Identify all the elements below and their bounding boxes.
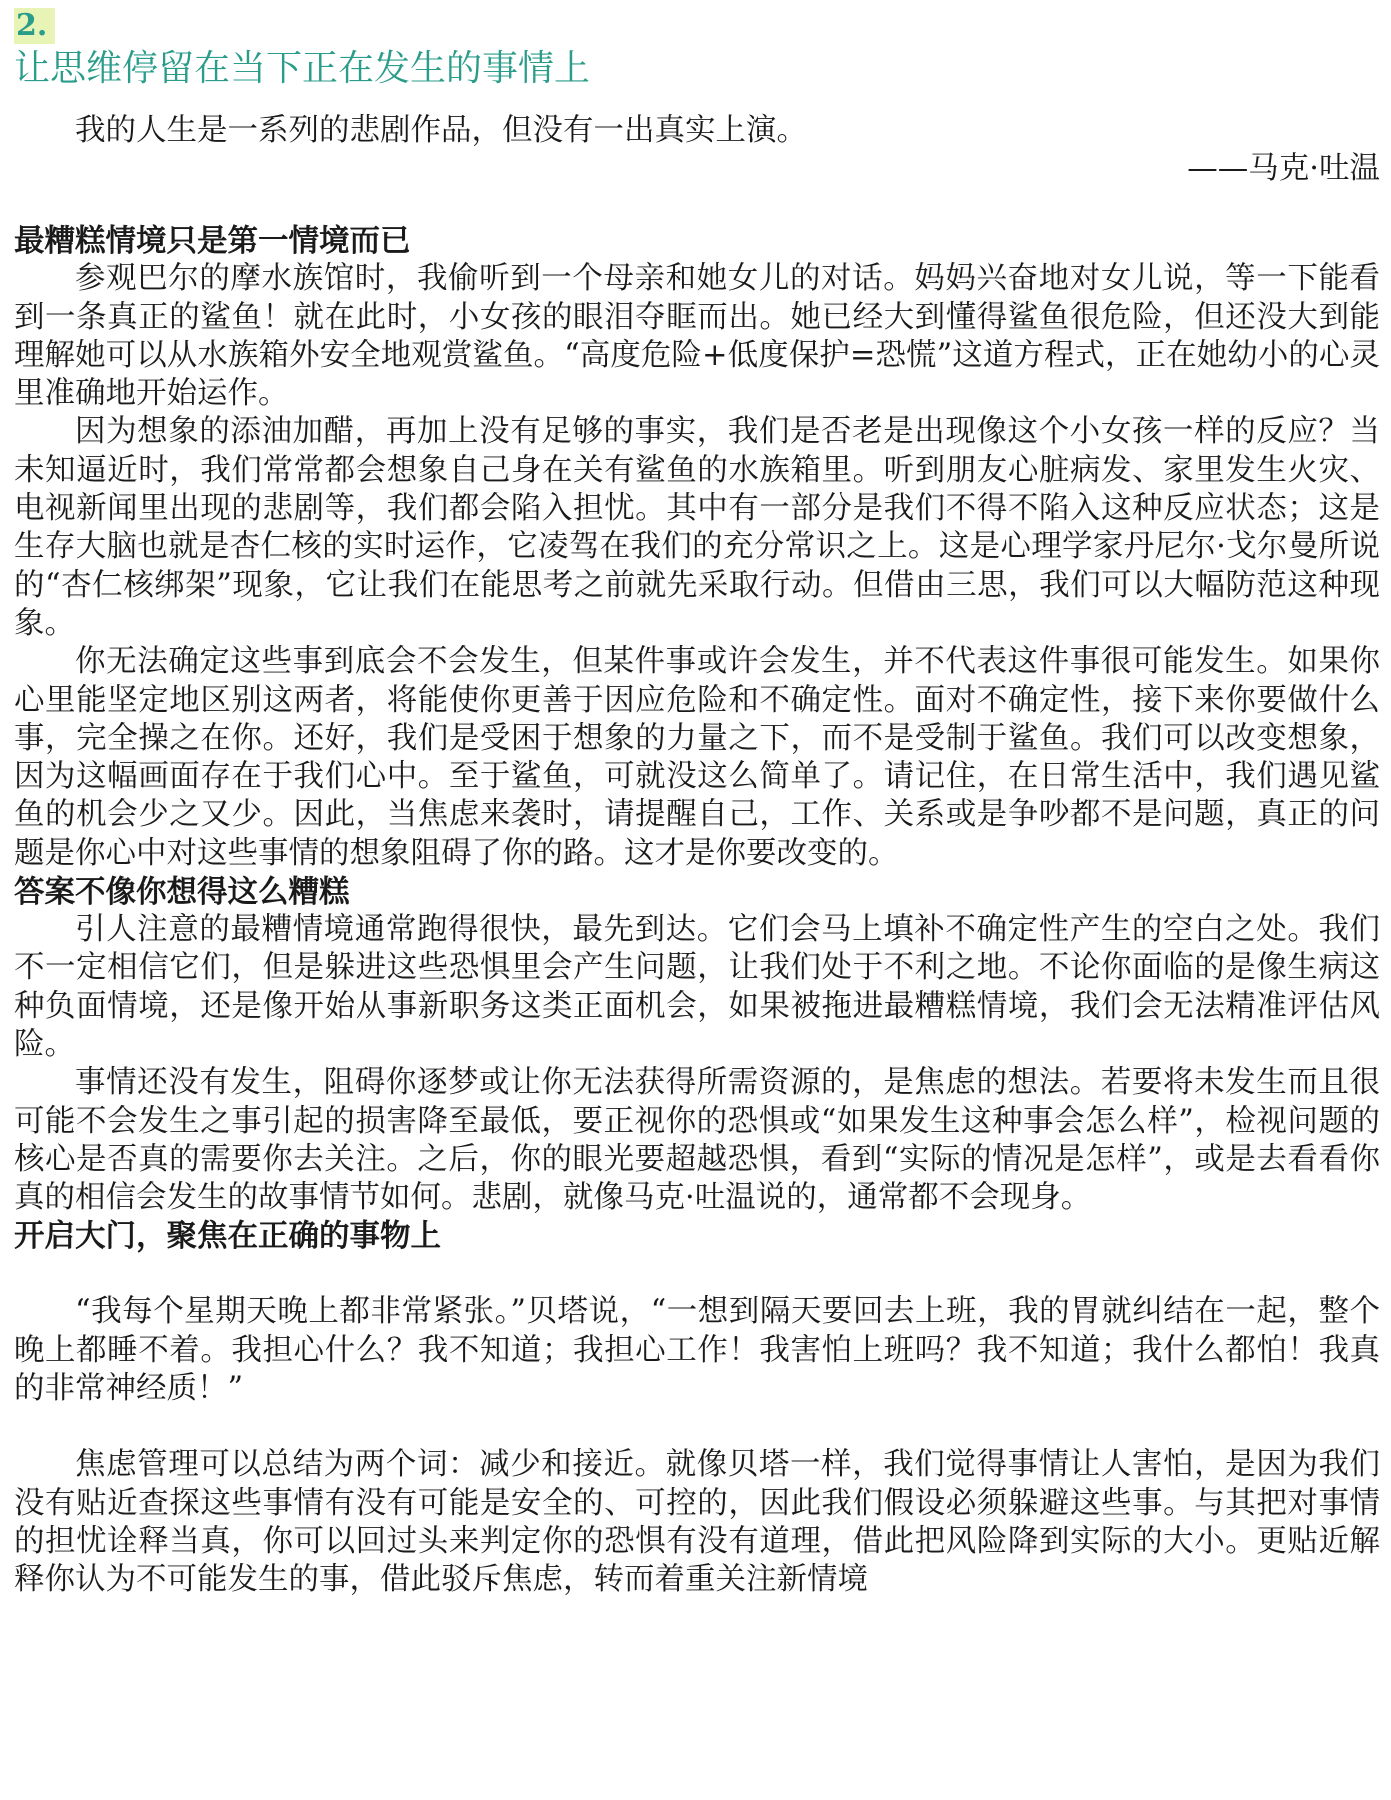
section-heading: 开启大门，聚焦在正确的事物上 — [14, 1218, 441, 1255]
epigraph-quote: 我的人生是一系列的悲剧作品，但没有一出真实上演。 — [75, 113, 807, 148]
spacer — [14, 1408, 1380, 1446]
epigraph-author: ——马克·吐温 — [1187, 151, 1380, 187]
section-heading: 答案不像你想得这么糟糕 — [14, 874, 350, 911]
chapter-number: 2. — [14, 8, 55, 44]
document-page — [14, 8, 1380, 1600]
body-paragraph: 事情还没有发生，阻碍你逐梦或让你无法获得所需资源的，是焦虑的想法。若要将未发生而且很可能不会发生之事引起的损害降至最低，要正视你的恐惧或“如果发生这种事会怎么样”，检视问题的核心是否真的需要你去关注。之后，你的眼光要超越恐惧，看到“实际的情况是怎样”，或是去看看你真的相信会发生的故事情节如何。悲剧，就像马克·吐温说的，通常都不会现身。 — [14, 1065, 1380, 1216]
body-paragraph: 因为想象的添油加醋，再加上没有足够的事实，我们是否老是出现像这个小女孩一样的反应？当未知逼近时，我们常常都会想象自己身在关有鲨鱼的水族箱里。听到朋友心脏病发、家里发生火灾、电视新闻里出现的悲剧等，我们都会陷入担忧。其中有一部分是我们不得不陷入这种反应状态；这是生存大脑也就是杏仁核的实时运作，它凌驾在我们的充分常识之上。这是心理学家丹尼尔·戈尔曼所说的“杏仁核绑架”现象，它让我们在能思考之前就先采取行动。但借由三思，我们可以大幅防范这种现象。 — [14, 414, 1380, 641]
body-paragraph: 参观巴尔的摩水族馆时，我偷听到一个母亲和她女儿的对话。妈妈兴奋地对女儿说，等一下能看到一条真正的鲨鱼！就在此时，小女孩的眼泪夺眶而出。她已经大到懂得鲨鱼很危险，但还没大到能理解她可以从水族箱外安全地观赏鲨鱼。“高度危险+低度保护=恐慌”这道方程式，正在她幼小的心灵里准确地开始运作。 — [14, 261, 1380, 412]
body-paragraph: 引人注意的最糟情境通常跑得很快，最先到达。它们会马上填补不确定性产生的空白之处。我们不一定相信它们，但是躲进这些恐惧里会产生问题，让我们处于不利之地。不论你面临的是像生病这种负面情境，还是像开始从事新职务这类正面机会，如果被拖进最糟糕情境，我们会无法精准评估风险。 — [14, 912, 1380, 1062]
chapter-title: 让思维停留在当下正在发生的事情上 — [14, 48, 591, 89]
spacer — [14, 1255, 1380, 1293]
body-paragraph: “我每个星期天晚上都非常紧张。”贝塔说，“一想到隔天要回去上班，我的胃就纠结在一起，整个晚上都睡不着。我担心什么？我不知道；我担心工作！我害怕上班吗？我不知道；我什么都怕！我真的非常神经质！” — [14, 1294, 1380, 1407]
body-paragraph: 焦虑管理可以总结为两个词：减少和接近。就像贝塔一样，我们觉得事情让人害怕，是因为我们没有贴近查探这些事情有没有可能是安全的、可控的，因此我们假设必须躲避这些事。与其把对事情的担忧诠释当真，你可以回过头来判定你的恐惧有没有道理，借此把风险降到实际的大小。更贴近解释你认为不可能发生的事，借此驳斥焦虑，转而着重关注新情境 — [14, 1447, 1380, 1598]
body-paragraph: 你无法确定这些事到底会不会发生，但某件事或许会发生，并不代表这件事很可能发生。如果你心里能坚定地区别这两者，将能使你更善于因应危险和不确定性。面对不确定性，接下来你要做什么事，完全操之在你。还好，我们是受困于想象的力量之下，而不是受制于鲨鱼。我们可以改变想象，因为这幅画面存在于我们心中。至于鲨鱼，可就没这么简单了。请记住，在日常生活中，我们遇见鲨鱼的机会少之又少。因此，当焦虑来袭时，请提醒自己，工作、关系或是争吵都不是问题，真正的问题是你心中对这些事情的想象阻碍了你的路。这才是你要改变的。 — [14, 644, 1380, 871]
section-heading: 最糟糕情境只是第一情境而已 — [14, 223, 411, 260]
